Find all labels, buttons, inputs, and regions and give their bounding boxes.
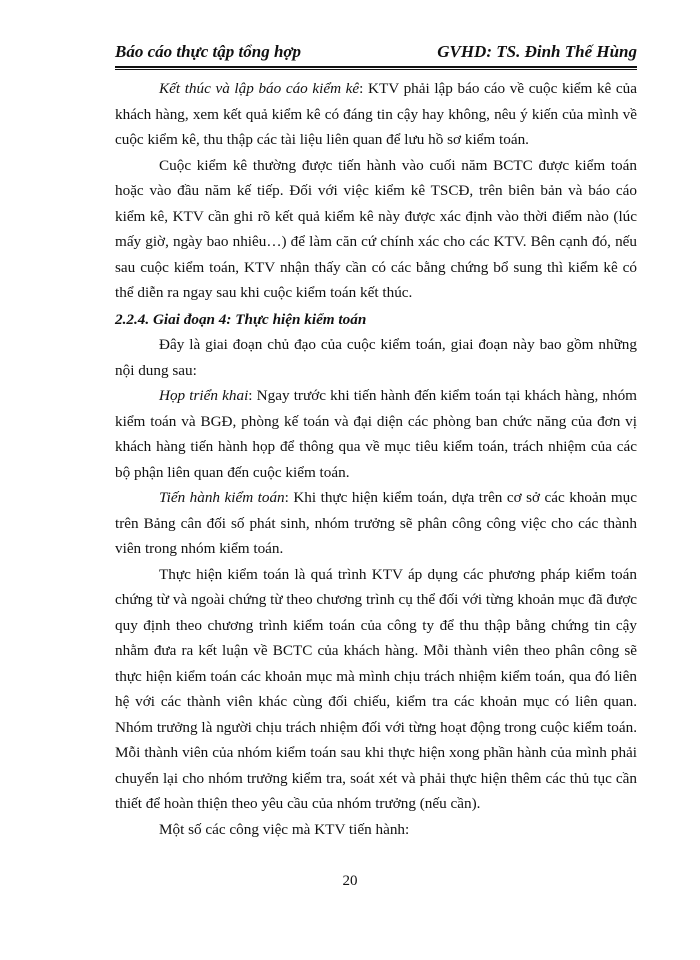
section-heading: 2.2.4. Giai đoạn 4: Thực hiện kiểm toán — [115, 310, 367, 328]
paragraph-lead: Họp triển khai — [159, 387, 249, 404]
paragraph-text: : Khi thực hiện kiểm toán, dựa trên cơ sở các khoản mục trên Bảng cân đối số phát sinh, nhóm trưởng sẽ phân công công việc cho các thành viên trong nhóm kiểm toán. — [115, 489, 637, 557]
paragraph-inventory-report — [115, 76, 637, 153]
paragraph-audit-process — [115, 562, 637, 817]
header-supervisor: GVHD: TS. Đinh Thế Hùng — [437, 42, 637, 61]
page-number: 20 — [342, 873, 358, 889]
paragraph-text: Thực hiện kiểm toán là quá trình KTV áp dụng các phương pháp kiểm toán chứng từ và ngoài chứng từ theo chương trình cụ thể đối với từng khoản mục đã được quy định theo chương trình kiểm toán của công ty để thu thập bằng chứng tin cậy nhằm đưa ra kết luận về BCTC của khách hàng. Mỗi thành viên theo phân công sẽ thực hiện kiểm toán các khoản mục mà mình chịu trách nhiệm kiểm toán, qua đó liên hệ với các thành viên khác cùng đối chiếu, kiểm tra các khoản mục có liên quan. Nhóm trưởng là người chịu trách nhiệm đối với từng hoạt động trong cuộc kiểm toán. Mỗi thành viên của nhóm kiểm toán sau khi thực hiện xong phần hành của mình phải chuyển lại cho nhóm trưởng kiểm tra, soát xét và phải thực hiện thêm các thủ tục cần thiết để hoàn thiện theo yêu cầu của nhóm trưởng (nếu cần). — [115, 565, 637, 812]
paragraph-task-list-intro — [115, 817, 637, 843]
document-body — [115, 76, 637, 842]
paragraph-text: Đây là giai đoạn chủ đạo của cuộc kiểm toán, giai đoạn này bao gồm những nội dung sau: — [115, 336, 637, 379]
header-report-title: Báo cáo thực tập tổng hợp — [115, 42, 302, 61]
paragraph-inventory-timing — [115, 153, 637, 306]
page-header — [115, 38, 637, 64]
paragraph-kickoff-meeting — [115, 383, 637, 485]
paragraph-lead: Tiến hành kiểm toán — [159, 489, 285, 506]
paragraph-phase-intro — [115, 332, 637, 383]
paragraph-text: : Ngay trước khi tiến hành đến kiểm toán tại khách hàng, nhóm kiểm toán và BGĐ, phòng kế toán và đại diện các phòng ban chức năng của đơn vị khách hàng tiến hành họp để thông qua về mục tiêu kiểm toán, trách nhiệm của các bộ phận liên quan đến cuộc kiểm toán. — [115, 387, 637, 481]
header-divider — [115, 66, 637, 70]
paragraph-text: Một số các công việc mà KTV tiến hành: — [159, 820, 410, 838]
paragraph-text: Cuộc kiểm kê thường được tiến hành vào cuối năm BCTC được kiểm toán hoặc vào đầu năm kế tiếp. Đối với việc kiểm kê TSCĐ, trên biên bản và báo cáo kiểm kê, KTV cần ghi rõ kết quả kiểm kê này được xác định vào thời điểm nào (lúc mấy giờ, ngày bao nhiêu…) để làm căn cứ chính xác cho các KTV. Bên cạnh đó, nếu sau cuộc kiểm toán, KTV nhận thấy cần có các bằng chứng bổ sung thì kiểm kê có thể diễn ra ngay sau khi cuộc kiểm toán kết thúc. — [115, 156, 637, 301]
paragraph-lead: Kết thúc và lập báo cáo kiểm kê — [159, 80, 360, 97]
paragraph-text: : KTV phải lập báo cáo về cuộc kiểm kê của khách hàng, xem kết quả kiểm kê có đáng tin cậy hay không, nêu ý kiến của mình về cuộc kiểm kê, thu thập các tài liệu liên quan để lưu hồ sơ kiểm toán. — [115, 80, 637, 148]
paragraph-conduct-audit — [115, 485, 637, 562]
